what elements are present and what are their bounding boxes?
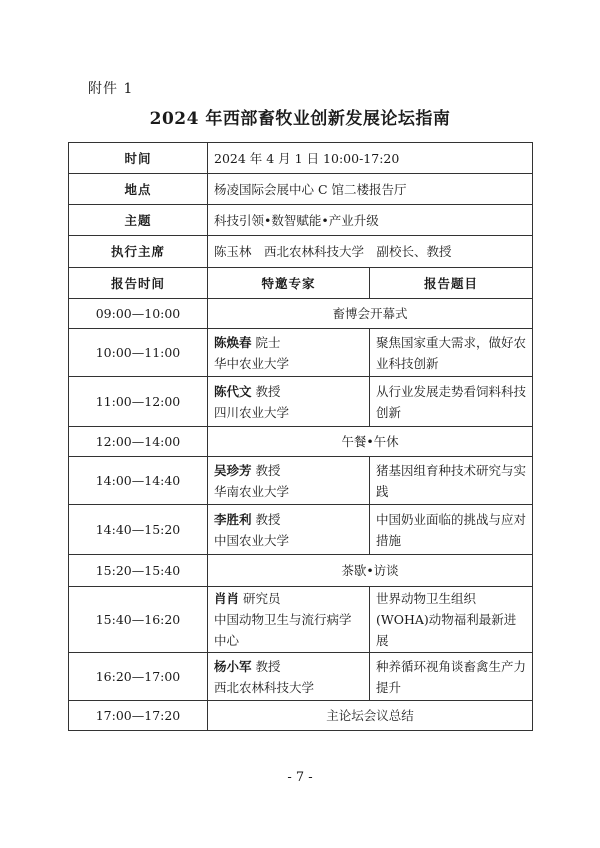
expert-name: 吴珍芳: [214, 462, 252, 478]
expert-title: 研究员: [243, 591, 281, 606]
expert-name: 陈焕春: [214, 334, 252, 350]
schedule-row: [69, 701, 533, 731]
schedule-row: [69, 457, 533, 505]
schedule-row: [69, 377, 533, 427]
expert-org: 中国动物卫生与流行病学中心: [214, 612, 352, 648]
expert-name: 李胜利: [214, 511, 252, 527]
report-topic: 从行业发展走势看饲料科技创新: [370, 377, 533, 427]
expert-cell: [208, 377, 370, 427]
report-topic: 猪基因组育种技术研究与实践: [370, 457, 533, 505]
report-topic: 聚焦国家重大需求，做好农业科技创新: [370, 329, 533, 377]
expert-title: 教授: [255, 658, 281, 674]
session-time: 15:20—15:40: [69, 555, 208, 587]
expert-cell: [208, 653, 370, 701]
attachment-label: 附件 1: [88, 81, 134, 97]
document-title: 2024 年西部畜牧业创新发展论坛指南: [149, 109, 451, 129]
theme-label: 主题: [69, 205, 208, 236]
info-row-place: [69, 174, 533, 205]
place-value: 杨凌国际会展中心 C 馆二楼报告厅: [208, 174, 533, 205]
expert-name: 陈代文: [214, 383, 252, 399]
expert-cell: [208, 329, 370, 377]
expert-title: 教授: [255, 462, 281, 478]
page-number: - 7 -: [287, 770, 313, 785]
info-row-time: [69, 143, 533, 174]
expert-cell: [208, 505, 370, 555]
session-event: 畜博会开幕式: [208, 299, 533, 329]
chair-label: 执行主席: [69, 236, 208, 268]
session-time: 17:00—17:20: [69, 701, 208, 731]
session-event: 午餐•午休: [208, 427, 533, 457]
report-topic: 种养循环视角谈畜禽生产力提升: [370, 653, 533, 701]
expert-name: 肖肖: [214, 591, 240, 606]
expert-cell: [208, 587, 370, 653]
expert-title: 教授: [255, 383, 281, 399]
expert-org: 华南农业大学: [214, 483, 290, 499]
chair-value: 陈玉林 西北农林科技大学 副校长、教授: [208, 236, 533, 268]
header-expert: 特邀专家: [208, 268, 370, 299]
expert-title: 教授: [255, 511, 281, 527]
schedule-header-row: [69, 268, 533, 299]
info-row-theme: [69, 205, 533, 236]
report-topic: 世界动物卫生组织(WOHA)动物福利最新进展: [370, 587, 533, 653]
schedule-row: [69, 587, 533, 653]
session-time: 09:00—10:00: [69, 299, 208, 329]
session-time: 16:20—17:00: [69, 653, 208, 701]
theme-value: 科技引领•数智赋能•产业升级: [208, 205, 533, 236]
time-label: 时间: [69, 143, 208, 174]
schedule-row: [69, 329, 533, 377]
expert-org: 西北农林科技大学: [214, 679, 315, 695]
session-time: 15:40—16:20: [69, 587, 208, 653]
session-time: 14:00—14:40: [69, 457, 208, 505]
session-event: 茶歇•访谈: [208, 555, 533, 587]
place-label: 地点: [69, 174, 208, 205]
schedule-row: [69, 555, 533, 587]
schedule-row: [69, 299, 533, 329]
session-event: 主论坛会议总结: [208, 701, 533, 731]
expert-org: 中国农业大学: [214, 532, 290, 548]
report-topic: 中国奶业面临的挑战与应对措施: [370, 505, 533, 555]
session-time: 11:00—12:00: [69, 377, 208, 427]
header-time: 报告时间: [69, 268, 208, 299]
schedule-row: [69, 653, 533, 701]
forum-guide-table: [68, 142, 533, 731]
schedule-row: [69, 505, 533, 555]
expert-name: 杨小军: [214, 658, 252, 674]
expert-org: 华中农业大学: [214, 355, 290, 371]
expert-cell: [208, 457, 370, 505]
session-time: 12:00—14:00: [69, 427, 208, 457]
time-value: 2024 年 4 月 1 日 10:00-17:20: [208, 143, 533, 174]
info-row-chair: [69, 236, 533, 268]
schedule-row: [69, 427, 533, 457]
session-time: 10:00—11:00: [69, 329, 208, 377]
header-topic: 报告题目: [370, 268, 533, 299]
session-time: 14:40—15:20: [69, 505, 208, 555]
expert-title: 院士: [255, 334, 281, 350]
expert-org: 四川农业大学: [214, 404, 290, 420]
